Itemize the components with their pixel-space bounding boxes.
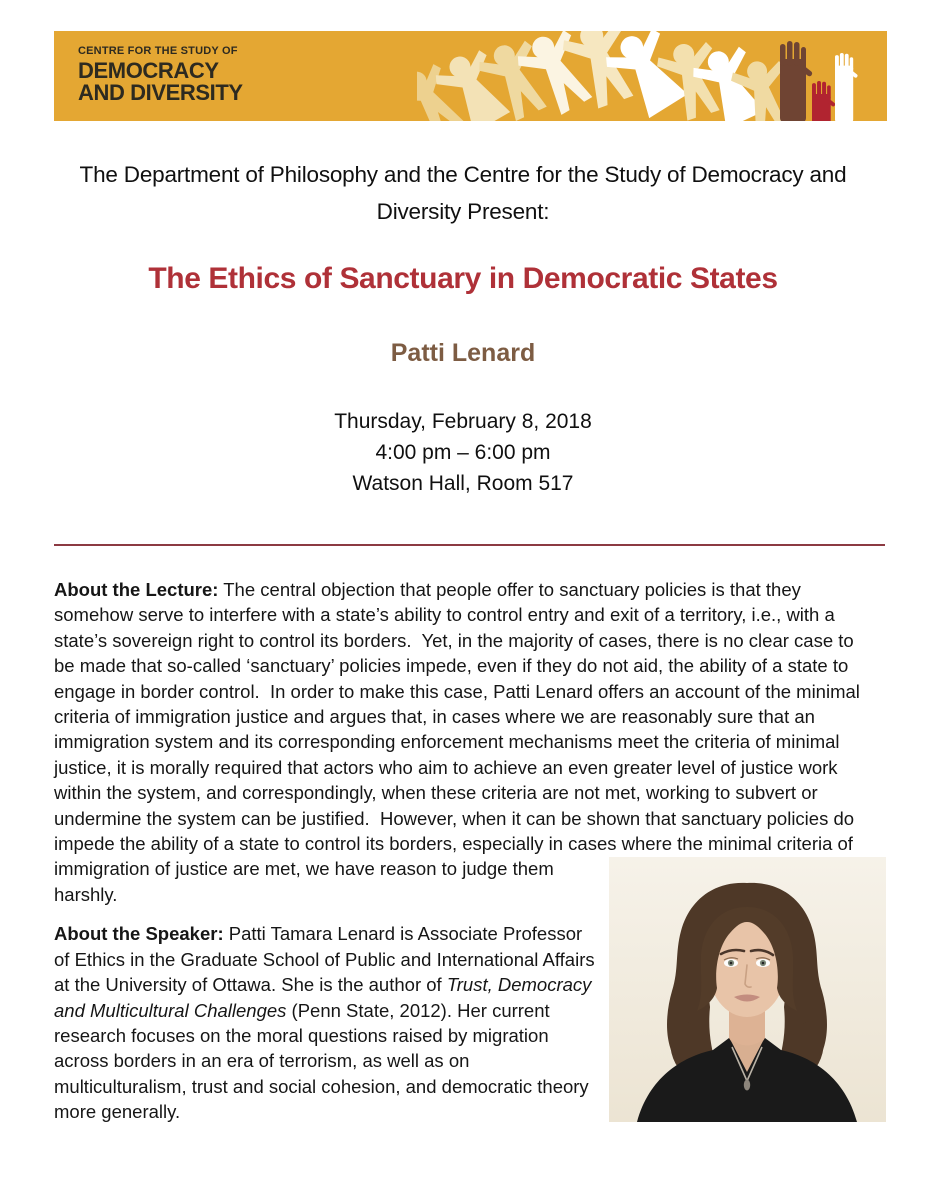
about-speaker-body-2: (Penn State, 2012). Her current research focuses on the moral questions raised by migration across borders in an era of terrorism, as well as on multiculturalism, trust and social cohesion, and democratic theory more generally.	[54, 999, 594, 1123]
portrait-illustration	[609, 857, 886, 1122]
raised-hand-red-icon	[812, 81, 836, 121]
paper-doll-chain-icon	[417, 31, 887, 121]
logo-tagline: CENTRE FOR THE STUDY OF	[78, 45, 238, 57]
about-lecture-label: About the Lecture:	[54, 579, 219, 600]
about-speaker-body-1: Patti Tamara Lenard is Associate Professor of Ethics in the Graduate School of Public and International Affairs at the University of Ottawa. She is the author of	[54, 923, 600, 996]
logo-line2: AND DIVERSITY	[78, 80, 243, 105]
speaker-photo	[609, 857, 886, 1122]
centre-logo	[78, 46, 243, 104]
logo-line1: DEMOCRACY	[78, 58, 219, 83]
event-location: Watson Hall, Room 517	[352, 472, 574, 495]
about-lecture-body: The central objection that people offer to sanctuary policies is that they somehow serve to interfere with a state’s ability to control entry and exit of a territory, i.e., with a state’s sovereign right to control its borders. Yet, in the majority of cases, there is no clear case to be made that so-called ‘sanctuary’ policies impede, even if they do not aid, the ability of a state to engage in border control. In order to make this case, Patti Lenard offers an account of the minimal criteria of immigration justice and argues that, in cases where we are reasonably sure that an immigration system and its corresponding enforcement mechanisms meet the criteria of minimal justice, it is morally required that actors who aim to achieve an even greater level of justice work within the system, and correspondingly, when these criteria are not met, working to subvert or undermine the system can be justified. However, when it can be shown that sanctuary policies do impede the ability of a state to control its borders, especially in cases where the minimal criteria of immigration of justice are met, we have reason to judge them harshly.	[54, 579, 866, 905]
about-speaker-label: About the Speaker:	[54, 923, 224, 945]
lecture-title: The Ethics of Sanctuary in Democratic States	[148, 262, 778, 295]
banner	[54, 31, 887, 121]
event-details	[48, 406, 878, 499]
event-time: 4:00 pm – 6:00 pm	[375, 441, 551, 464]
presenters-line: The Department of Philosophy and the Centre for the Study of Democracy and Diversity Present:	[79, 162, 847, 224]
event-date: Thursday, February 8, 2018	[334, 410, 592, 433]
book-title: Trust, Democracy and Multicultural Challenges	[54, 974, 597, 1021]
raised-hand-white-icon	[835, 53, 858, 121]
speaker-name: Patti Lenard	[390, 339, 536, 367]
divider-rule	[54, 544, 885, 546]
raised-hand-brown-icon	[780, 41, 813, 121]
body-text	[54, 577, 878, 1132]
